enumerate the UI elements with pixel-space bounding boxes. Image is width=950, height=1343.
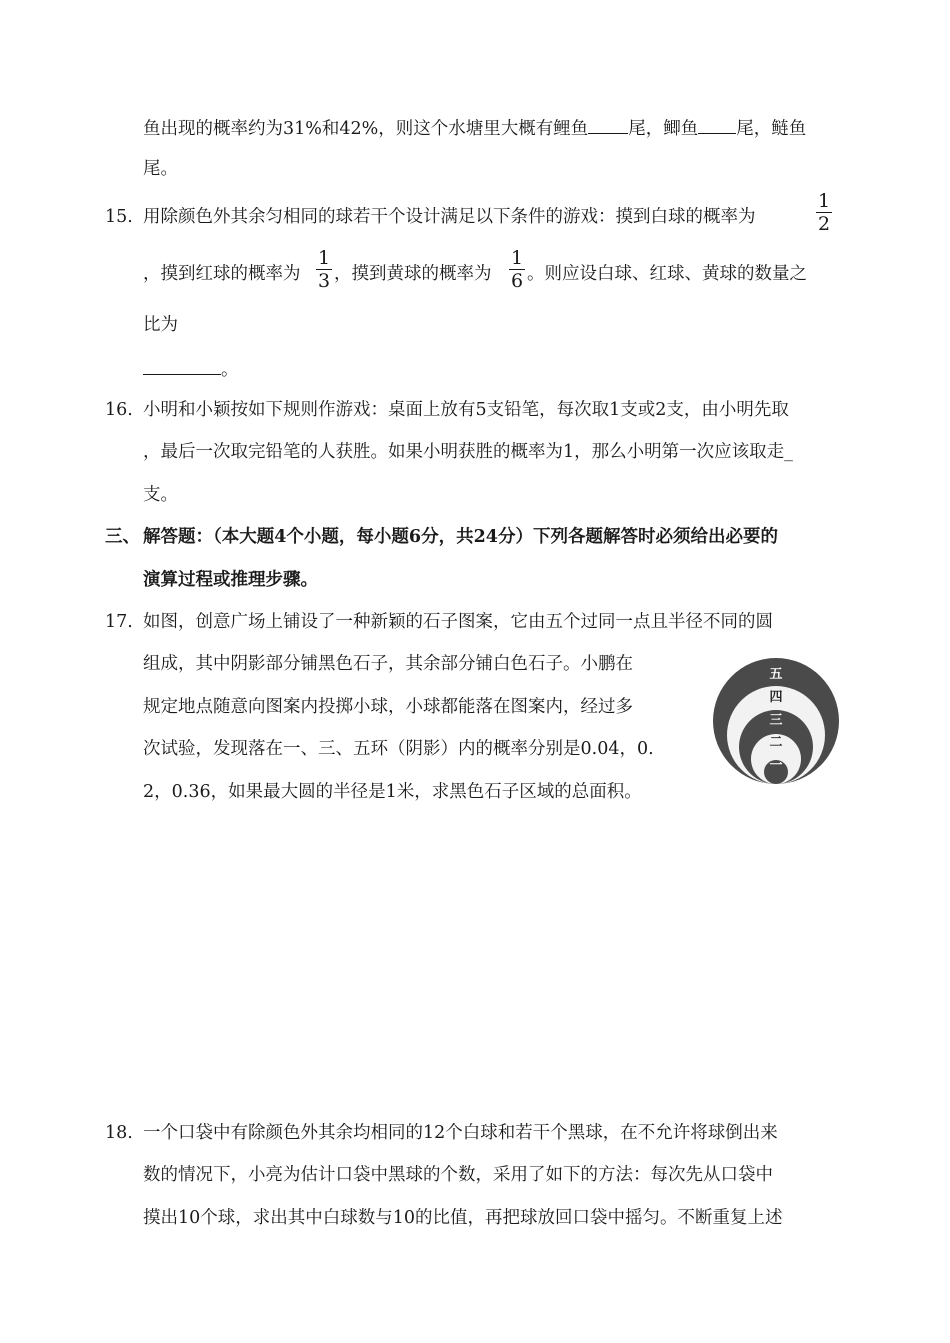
q18-line-1 [143,1121,778,1145]
q16-line-3 [143,483,178,507]
q17-text: 规定地点随意向图案内投掷小球，小球都能落在图案内，经过多 [143,697,633,717]
q14-text: 鱼出现的概率约为31%和42%，则这个水塘里大概有鲤鱼 [143,119,589,139]
fraction-white [816,190,832,235]
concentric-rings-figure [712,657,842,787]
q14-text: 尾，鲫鱼 [628,119,699,139]
section-heading: 解答题：（本大题4个小题，每小题6分，共24分）下列各题解答时必须给出必要的 [143,527,778,547]
q15-text: ，摸到红球的概率为 [143,264,301,284]
q15-text: ，摸到黄球的概率为 [334,264,492,284]
question-number: 16. [105,400,133,420]
ring-label-3: 三 [769,713,783,728]
ring-label-4: 四 [769,690,783,705]
fraction-denominator: 2 [818,213,831,235]
q14-line-1 [143,115,806,141]
q18-line-3 [143,1206,783,1230]
fraction-denominator: 6 [511,270,524,292]
fraction-red [316,247,332,292]
q17-text: 2，0.36，如果最大圆的半径是1米，求黑色石子区域的总面积。 [143,782,642,802]
fraction-numerator: 1 [318,247,331,269]
q15-text: 比为 [143,315,178,335]
answer-blank[interactable] [698,115,736,134]
q16-line-1 [143,398,789,422]
q16-text: ，最后一次取完铅笔的人获胜。如果小明获胜的概率为1，那么小明第一次应该取走_ [143,442,793,462]
q16-text: 小明和小颖按如下规则作游戏：桌面上放有5支铅笔，每次取1支或2支，由小明先取 [143,400,789,420]
q18-text: 数的情况下，小亮为估计口袋中黑球的个数，采用了如下的方法：每次先从口袋中 [143,1165,773,1185]
q16-line-2 [143,440,793,464]
q17-line-3 [143,695,633,719]
q15-line-2b [334,262,492,286]
fraction-numerator: 1 [818,190,831,212]
q18-text: 一个口袋中有除颜色外其余均相同的12个白球和若干个黑球，在不允许将球倒出来 [143,1123,778,1143]
q17-text: 组成，其中阴影部分铺黑色石子，其余部分铺白色石子。小鹏在 [143,654,633,674]
q14-line-2 [143,157,178,181]
q14-text: 尾，鲢鱼 [736,119,807,139]
q17-text: 如图，创意广场上铺设了一种新颖的石子图案，它由五个过同一点且半径不同的圆 [143,612,773,632]
q14-text: 尾。 [143,159,178,179]
q15-line-2 [143,262,301,286]
q17-line-5 [143,780,642,804]
question-number: 15. [105,207,133,227]
q18-text: 摸出10个球，求出其中白球数与10的比值，再把球放回口袋中摇匀。不断重复上述 [143,1208,783,1228]
fraction-numerator: 1 [511,247,524,269]
question-number: 17. [105,612,133,632]
q15-line-1 [143,205,756,229]
q15-line-3 [143,313,178,337]
q15-text: 用除颜色外其余匀相同的球若干个设计满足以下条件的游戏：摸到白球的概率为 [143,207,756,227]
q15-text: 。 [221,360,239,380]
q17-line-2 [143,652,633,676]
q15-text: 。则应设白球、红球、黄球的数量之 [527,264,807,284]
section-number: 三、 [105,527,140,547]
section-heading-line-1 [143,525,778,549]
q18-line-2 [143,1163,773,1187]
section-heading: 演算过程或推理步骤。 [143,570,318,590]
fraction-denominator: 3 [318,270,331,292]
ring-label-5: 五 [769,667,783,682]
ring-label-2: 二 [769,735,783,750]
q15-line-4 [143,356,239,382]
section-heading-line-2 [143,568,318,592]
answer-blank[interactable] [143,356,221,375]
q17-text: 次试验，发现落在一、三、五环（阴影）内的概率分别是0.04，0. [143,739,654,759]
q15-line-2c [527,262,807,286]
fraction-yellow [509,247,525,292]
answer-blank[interactable] [588,115,628,134]
q16-text: 支。 [143,485,178,505]
question-number: 18. [105,1123,133,1143]
q17-line-4 [143,737,654,761]
q17-line-1 [143,610,773,634]
ring-label-1: 一 [769,758,783,773]
